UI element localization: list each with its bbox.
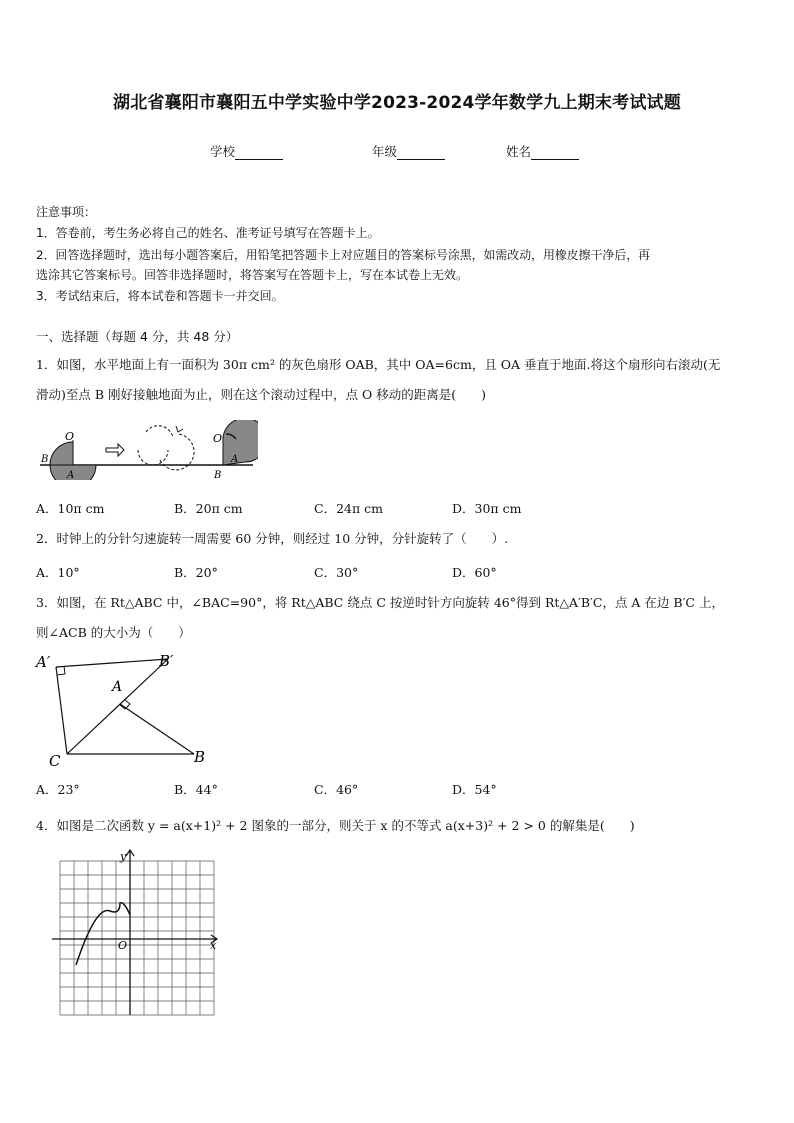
q2-option-a[interactable]: A．10° [36,565,80,580]
note-2a: 2．回答选择题时，选出每小题答案后，用铅笔把答题卡上对应题目的答案标号涂黑，如需改动，用橡皮擦干净后，再 [36,248,650,262]
label-a: A [112,679,123,695]
q2-text: 2．时钟上的分针匀速旋转一周需要 60 分钟，则经过 10 分钟，分针旋转了（ ）. [36,531,509,546]
grid [60,861,214,1015]
q1-line2: 滑动)至点 B 刚好接触地面为止，则在这个滚动过程中，点 O 移动的距离是( ) [36,387,486,402]
label-a1: A [67,470,75,480]
parabola-curve [76,903,130,965]
q1-option-c[interactable]: C．24π cm [314,501,384,516]
q1-option-b[interactable]: B．20π cm [174,501,243,516]
q1-option-d[interactable]: D．30π cm [452,501,522,516]
q3-option-c[interactable]: C．46° [314,782,359,797]
name-field[interactable] [506,142,579,160]
note-2b: 选涂其它答案标号。回答非选择题时，将答案写在答题卡上，写在本试卷上无效。 [36,268,469,282]
q4-figure [48,845,223,1020]
q2-option-b[interactable]: B．20° [174,565,218,580]
q3-figure [34,648,224,772]
label-c: C [49,752,61,770]
label-o1: O [65,430,75,443]
q4-text: 4．如图是二次函数 y = a(x+1)² + 2 图象的一部分，则关于 x 的不等式 a(x+3)² + 2 > 0 的解集是( ) [36,818,635,833]
grade-label: 年级 [372,144,398,159]
note-3: 3．考试结束后，将本试卷和答题卡一并交回。 [36,289,284,303]
q2-option-c[interactable]: C．30° [314,565,359,580]
q1-option-a[interactable]: A．10π cm [36,501,105,516]
q2-option-d[interactable]: D．60° [452,565,497,580]
label-b2: B [214,470,222,480]
note-1: 1．答卷前，考生务必将自己的姓名、准考证号填写在答题卡上。 [36,226,380,240]
q3-option-a[interactable]: A．23° [36,782,80,797]
q1-figure [38,420,258,480]
q3-line1: 3．如图，在 Rt△ABC 中，∠BAC=90°，将 Rt△ABC 绕点 C 按逆时针方向旋转 46°得到 Rt△A′B′C，点 A 在边 B′C 上， [36,595,724,610]
sector-end [223,420,258,465]
q3-option-b[interactable]: B．44° [174,782,218,797]
school-label: 学校 [210,144,236,159]
q3-option-d[interactable]: D．54° [452,782,497,797]
grade-field[interactable] [372,142,445,160]
q1-line1: 1．如图，水平地面上有一面积为 30π cm² 的灰色扇形 OAB，其中 OA=6cm，且 OA 垂直于地面.将这个扇形向右滚动(无 [36,357,721,372]
page-title: 湖北省襄阳市襄阳五中学实验中学2023-2024学年数学九上期末考试试题 [113,93,681,113]
label-o2: O [213,432,223,445]
q3-line2: 则∠ACB 的大小为（ ） [36,625,191,640]
section-heading: 一、选择题（每题 4 分，共 48 分） [36,329,239,344]
school-field[interactable] [210,142,283,160]
label-a-prime: A′ [36,653,51,671]
label-o: O [118,939,128,952]
label-b: B [194,748,206,766]
label-b-prime: B′ [159,652,174,670]
notes-heading: 注意事项： [36,205,97,219]
label-y: y [120,850,127,863]
label-a2: A [231,454,239,465]
label-b1: B [41,454,49,465]
arrow-icon [106,444,124,456]
name-label: 姓名 [506,144,532,159]
label-x: x [210,939,217,952]
